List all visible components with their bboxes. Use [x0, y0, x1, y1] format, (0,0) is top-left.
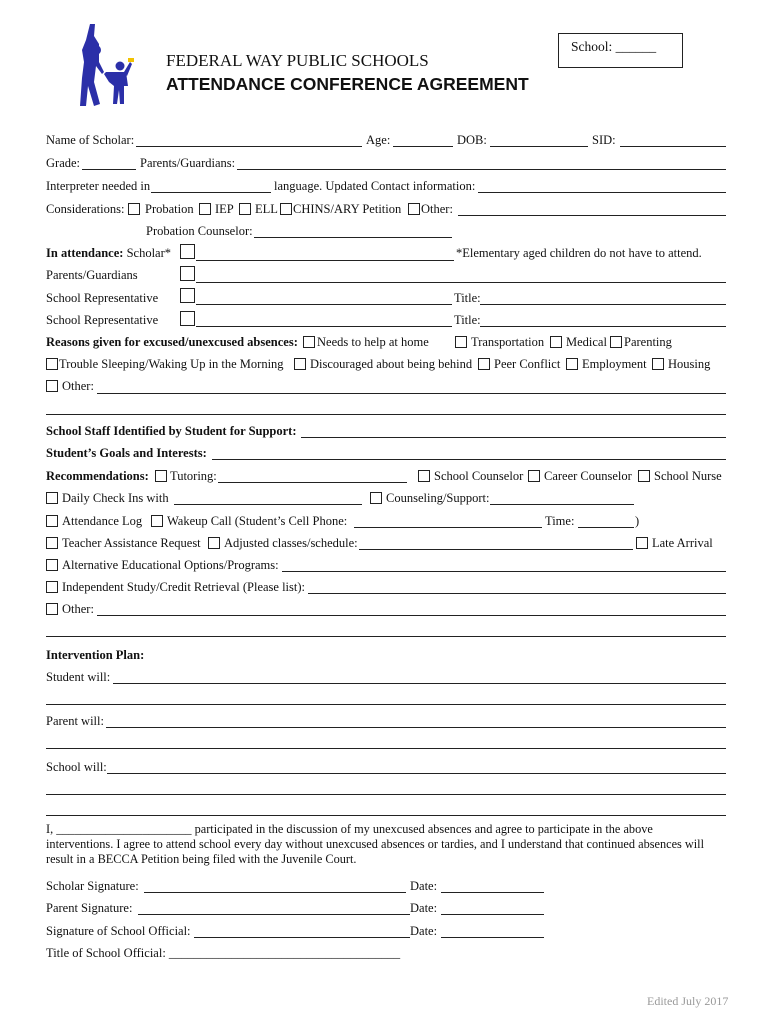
contact-info-field[interactable] [478, 192, 726, 193]
recs-other-label: Other: [62, 602, 94, 616]
age-label: Age: [366, 133, 391, 147]
form-title: ATTENDANCE CONFERENCE AGREEMENT [166, 74, 529, 94]
official-date-field[interactable] [441, 937, 544, 938]
teacher-assistance-checkbox[interactable] [46, 537, 58, 549]
attendance-log-label: Attendance Log [62, 514, 143, 528]
wakeup-time-field[interactable] [578, 527, 634, 528]
career-counselor-checkbox[interactable] [528, 470, 540, 482]
recommendations-label: Recommendations: [46, 469, 149, 483]
intervention-plan-label: Intervention Plan: [46, 648, 145, 662]
parent-will-field[interactable] [106, 727, 726, 728]
official-signature-label: Signature of School Official: [46, 924, 191, 938]
school-counselor-checkbox[interactable] [418, 470, 430, 482]
counseling-support-checkbox[interactable] [370, 492, 382, 504]
scholar-name-label: Name of Scholar: [46, 133, 135, 147]
wakeup-close-paren: ) [635, 514, 640, 528]
peer-conflict-label: Peer Conflict [494, 357, 561, 371]
probation-checkbox[interactable] [128, 203, 140, 215]
student-will-label: Student will: [46, 670, 111, 684]
late-arrival-checkbox[interactable] [636, 537, 648, 549]
child-figure-icon [104, 62, 132, 105]
attendance-parents-checkbox[interactable] [180, 266, 195, 281]
official-signature-field[interactable] [194, 937, 410, 938]
needs-help-checkbox[interactable] [303, 336, 315, 348]
student-will-line-2[interactable] [46, 704, 726, 705]
independent-study-checkbox[interactable] [46, 581, 58, 593]
school-nurse-label: School Nurse [654, 469, 722, 483]
rep1-checkbox[interactable] [180, 288, 195, 303]
discouraged-checkbox[interactable] [294, 358, 306, 370]
late-arrival-label: Late Arrival [652, 536, 713, 550]
parents-field[interactable] [237, 169, 726, 170]
attendance-label [46, 246, 171, 260]
official-title-label: Title of School Official: _____________________________________ [46, 946, 401, 960]
grade-label: Grade: [46, 156, 81, 170]
adjusted-classes-label: Adjusted classes/schedule: [224, 536, 358, 550]
rep1-field[interactable] [196, 304, 452, 305]
daily-checkins-checkbox[interactable] [46, 492, 58, 504]
agreement-line-1: I, ______________________ participated in the discussion of my unexcused absences and agree to participate in the above [46, 822, 653, 836]
school-will-line-3[interactable] [46, 815, 726, 816]
parenting-label: Parenting [624, 335, 672, 349]
parent-will-label: Parent will: [46, 714, 104, 728]
school-nurse-checkbox[interactable] [638, 470, 650, 482]
student-will-field[interactable] [113, 683, 726, 684]
interpreter-label: Interpreter needed in [46, 179, 151, 193]
adjusted-classes-checkbox[interactable] [208, 537, 220, 549]
rep2-title-label: Title: [454, 313, 481, 327]
school-label: School: ______ [571, 39, 657, 54]
wakeup-time-label: Time: [545, 514, 575, 528]
employment-checkbox[interactable] [566, 358, 578, 370]
adult-figure-icon [80, 24, 104, 106]
parents-label: Parents/Guardians: [140, 156, 236, 170]
recs-other-field[interactable] [97, 615, 726, 616]
probation-counselor-field[interactable] [254, 237, 452, 238]
sid-label: SID: [592, 133, 616, 147]
medical-checkbox[interactable] [550, 336, 562, 348]
probation-label: Probation [145, 202, 194, 216]
interpreter-field[interactable] [151, 192, 271, 193]
transportation-checkbox[interactable] [455, 336, 467, 348]
rep2-title-field[interactable] [480, 326, 726, 327]
attendance-parents-label: Parents/Guardians [46, 268, 138, 282]
teacher-assistance-label: Teacher Assistance Request [62, 536, 201, 550]
attendance-scholar-field[interactable] [196, 260, 454, 261]
recs-other-checkbox[interactable] [46, 603, 58, 615]
discouraged-label: Discouraged about being behind [310, 357, 473, 371]
daily-checkins-field[interactable] [174, 504, 362, 505]
agreement-line-2: interventions. I agree to attend school every day without unexcused absences or tardies, and I understand that continued absences will [46, 837, 705, 851]
consid-other-checkbox[interactable] [408, 203, 420, 215]
school-will-label: School will: [46, 760, 107, 774]
tutoring-checkbox[interactable] [155, 470, 167, 482]
parent-signature-field[interactable] [138, 914, 410, 915]
attendance-heading: In attendance: [46, 246, 124, 260]
wakeup-call-checkbox[interactable] [151, 515, 163, 527]
district-logo [72, 22, 142, 114]
scholar-signature-label: Scholar Signature: [46, 879, 139, 893]
recs-other-line-2[interactable] [46, 636, 726, 637]
age-field[interactable] [393, 146, 453, 147]
school-counselor-label: School Counselor [434, 469, 524, 483]
independent-study-field[interactable] [308, 593, 726, 594]
career-counselor-label: Career Counselor [544, 469, 632, 483]
rep1-label: School Representative [46, 291, 159, 305]
district-name: FEDERAL WAY PUBLIC SCHOOLS [166, 51, 429, 70]
dob-label: DOB: [457, 133, 487, 147]
scholar-date-label: Date: [410, 879, 438, 893]
rep2-field[interactable] [196, 326, 452, 327]
rep1-title-field[interactable] [480, 304, 726, 305]
rep2-label: School Representative [46, 313, 159, 327]
chins-checkbox[interactable] [280, 203, 292, 215]
iep-checkbox[interactable] [199, 203, 211, 215]
needs-help-label: Needs to help at home [317, 335, 429, 349]
sid-field[interactable] [620, 146, 726, 147]
iep-label: IEP [215, 202, 234, 216]
support-staff-field[interactable] [301, 437, 726, 438]
official-date-label: Date: [410, 924, 438, 938]
peer-conflict-checkbox[interactable] [478, 358, 490, 370]
parent-date-label: Date: [410, 901, 438, 915]
reasons-label: Reasons given for excused/unexcused absences: [46, 335, 298, 349]
accent-mark [128, 58, 134, 62]
ell-label: ELL [255, 202, 278, 216]
alternative-options-field[interactable] [282, 571, 726, 572]
support-staff-label: School Staff Identified by Student for Support: [46, 424, 297, 438]
housing-checkbox[interactable] [652, 358, 664, 370]
edited-footer: Edited July 2017 [647, 994, 729, 1008]
scholar-date-field[interactable] [441, 892, 544, 893]
attendance-scholar-label: Scholar* [126, 246, 171, 260]
reasons-other-field[interactable] [97, 393, 726, 394]
parent-will-line-2[interactable] [46, 748, 726, 749]
considerations-label: Considerations: [46, 202, 125, 216]
attendance-note: *Elementary aged children do not have to attend. [456, 246, 702, 260]
school-will-field[interactable] [107, 773, 726, 774]
probation-counselor-label: Probation Counselor: [146, 224, 253, 238]
rep1-title-label: Title: [454, 291, 481, 305]
rep2-checkbox[interactable] [180, 311, 195, 326]
scholar-signature-field[interactable] [144, 892, 406, 893]
alternative-options-label: Alternative Educational Options/Programs: [62, 558, 279, 572]
housing-label: Housing [668, 357, 711, 371]
alternative-options-checkbox[interactable] [46, 559, 58, 571]
medical-label: Medical [566, 335, 607, 349]
trouble-sleeping-checkbox[interactable] [46, 358, 58, 370]
school-will-line-2[interactable] [46, 794, 726, 795]
attendance-scholar-checkbox[interactable] [180, 244, 195, 259]
wakeup-call-label: Wakeup Call (Student’s Cell Phone: [167, 514, 348, 528]
attendance-parents-field[interactable] [196, 282, 726, 283]
attendance-log-checkbox[interactable] [46, 515, 58, 527]
grade-field[interactable] [82, 169, 136, 170]
tutoring-label: Tutoring: [170, 469, 217, 483]
wakeup-phone-field[interactable] [354, 527, 542, 528]
agreement-line-3: result in a BECCA Petition being filed with the Juvenile Court. [46, 852, 357, 866]
counseling-support-field[interactable] [490, 504, 634, 505]
employment-label: Employment [582, 357, 647, 371]
adjusted-classes-field[interactable] [359, 549, 633, 550]
counseling-support-label: Counseling/Support: [386, 491, 490, 505]
goals-field[interactable] [212, 459, 726, 460]
consid-other-label: Other: [421, 202, 453, 216]
parent-date-field[interactable] [441, 914, 544, 915]
parenting-checkbox[interactable] [610, 336, 622, 348]
reasons-other-label: Other: [62, 379, 94, 393]
tutoring-field[interactable] [218, 482, 407, 483]
goals-label: Student’s Goals and Interests: [46, 446, 207, 460]
trouble-sleeping-label: Trouble Sleeping/Waking Up in the Morning [59, 357, 284, 371]
dob-field[interactable] [490, 146, 588, 147]
consid-other-field[interactable] [458, 215, 726, 216]
transportation-label: Transportation [471, 335, 545, 349]
daily-checkins-label: Daily Check Ins with [62, 491, 169, 505]
scholar-name-field[interactable] [136, 146, 362, 147]
ell-checkbox[interactable] [239, 203, 251, 215]
parent-signature-label: Parent Signature: [46, 901, 133, 915]
reasons-other-checkbox[interactable] [46, 380, 58, 392]
language-contact-label: language. Updated Contact information: [274, 179, 476, 193]
reasons-other-line-2[interactable] [46, 414, 726, 415]
independent-study-label: Independent Study/Credit Retrieval (Please list): [62, 580, 305, 594]
chins-label: CHINS/ARY Petition [293, 202, 402, 216]
